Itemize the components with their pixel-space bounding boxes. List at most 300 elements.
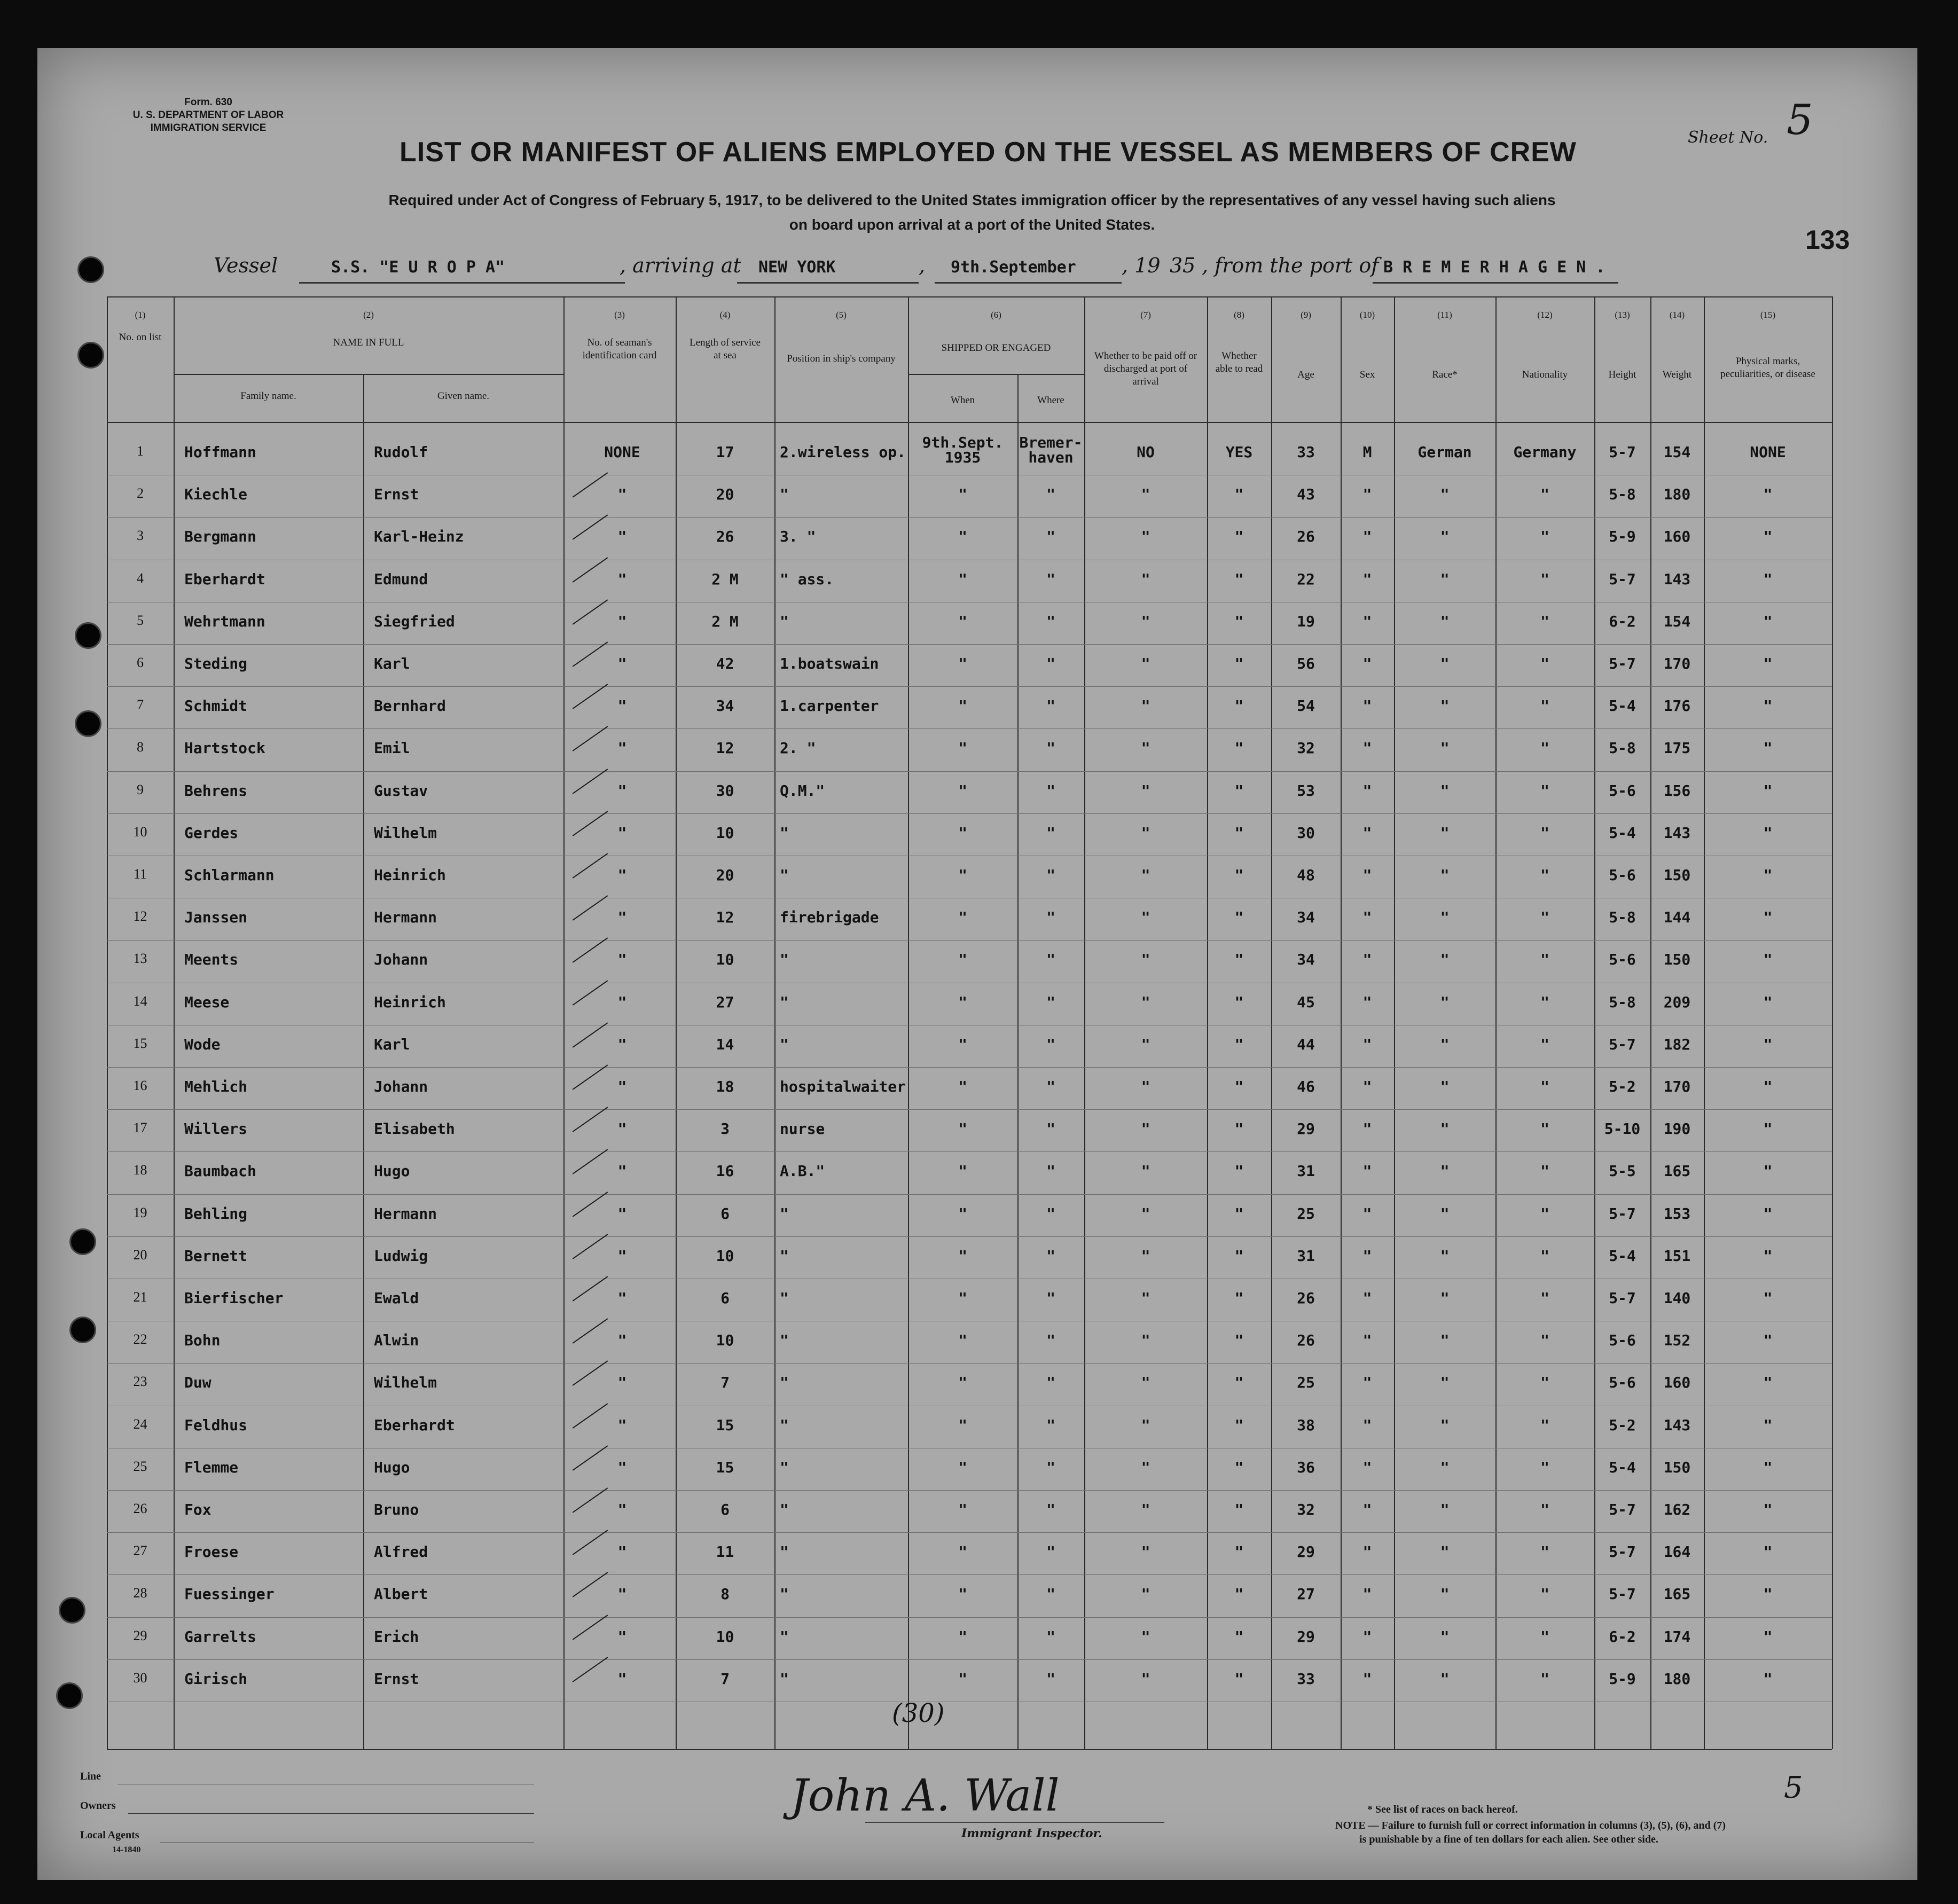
paid-off: " bbox=[1141, 739, 1150, 757]
given-name: Gustav bbox=[374, 781, 428, 800]
nationality: " bbox=[1540, 1627, 1549, 1646]
sex: " bbox=[1362, 908, 1372, 927]
able-to-read: " bbox=[1234, 655, 1244, 672]
position: 3. " bbox=[780, 528, 816, 546]
race: " bbox=[1440, 1670, 1450, 1688]
paid-off: " bbox=[1141, 908, 1150, 927]
position: " bbox=[780, 485, 789, 504]
shipped-when: 9th.Sept. 1935 bbox=[922, 434, 1004, 466]
binder-hole bbox=[56, 1682, 83, 1709]
paid-off: " bbox=[1141, 951, 1150, 969]
shipped-where: " bbox=[1046, 697, 1055, 715]
sex: " bbox=[1362, 1120, 1372, 1138]
shipped-where: " bbox=[1046, 655, 1055, 672]
height: 5-7 bbox=[1609, 570, 1636, 588]
nationality: " bbox=[1540, 951, 1549, 969]
id-card: " bbox=[617, 1078, 627, 1095]
able-to-read: " bbox=[1234, 866, 1244, 884]
given-name: Karl bbox=[374, 655, 410, 672]
weight: 150 bbox=[1663, 1458, 1691, 1476]
shipped-when: " bbox=[958, 993, 967, 1011]
given-name: Alwin bbox=[374, 1331, 419, 1350]
shipped-when: " bbox=[958, 697, 967, 715]
header-id-card: No. of seaman's identification card bbox=[582, 337, 657, 361]
paid-off: NO bbox=[1137, 443, 1155, 461]
column-number: (9) bbox=[1301, 310, 1311, 320]
vessel-underline bbox=[299, 282, 625, 284]
able-to-read: " bbox=[1234, 951, 1244, 969]
position: nurse bbox=[780, 1120, 825, 1138]
id-card: " bbox=[617, 1247, 627, 1265]
shipped-where: " bbox=[1046, 993, 1055, 1011]
column-number: (14) bbox=[1669, 310, 1685, 320]
family-name: Girisch bbox=[184, 1670, 248, 1688]
shipped-when: " bbox=[958, 1162, 967, 1180]
arrival-year: 35 bbox=[1170, 254, 1196, 277]
paid-off: " bbox=[1141, 655, 1150, 672]
name-header-rule bbox=[174, 374, 563, 375]
page-title: LIST OR MANIFEST OF ALIENS EMPLOYED ON THE VESSEL AS MEMBERS OF CREW bbox=[400, 137, 1577, 168]
binder-hole bbox=[75, 710, 101, 737]
row-rule bbox=[107, 1659, 1832, 1660]
column-number: (4) bbox=[719, 310, 731, 320]
sheet-number-value: 5 bbox=[1787, 96, 1813, 144]
nationality: " bbox=[1540, 1458, 1549, 1476]
date-underline bbox=[935, 282, 1122, 284]
weight: 160 bbox=[1663, 528, 1691, 546]
physical-marks: " bbox=[1763, 1458, 1773, 1476]
nationality: " bbox=[1540, 824, 1549, 842]
col-divider bbox=[1650, 296, 1651, 1749]
family-name: Fuessinger bbox=[184, 1585, 275, 1603]
service-length: 10 bbox=[716, 1627, 734, 1646]
given-name: Heinrich bbox=[374, 866, 446, 884]
row-number: 14 bbox=[133, 993, 147, 1009]
race: " bbox=[1440, 781, 1450, 800]
age: 29 bbox=[1297, 1543, 1315, 1561]
age: 26 bbox=[1297, 528, 1315, 546]
shipped-where: " bbox=[1046, 1247, 1055, 1265]
given-name: Siegfried bbox=[374, 612, 455, 630]
weight: 164 bbox=[1663, 1543, 1691, 1561]
shipped-when: " bbox=[958, 1501, 967, 1518]
shipped-where: " bbox=[1046, 485, 1055, 504]
family-name: Schmidt bbox=[184, 697, 248, 715]
sex: " bbox=[1362, 612, 1372, 630]
id-card: " bbox=[617, 781, 627, 800]
service-length: 7 bbox=[720, 1374, 730, 1392]
family-name: Hoffmann bbox=[184, 443, 256, 461]
row-rule bbox=[107, 728, 1832, 729]
weight: 175 bbox=[1663, 739, 1691, 757]
physical-marks: " bbox=[1763, 1670, 1773, 1688]
race: " bbox=[1440, 908, 1450, 927]
total-count: (30) bbox=[892, 1698, 945, 1728]
date-comma: , bbox=[919, 254, 926, 277]
paid-off: " bbox=[1141, 781, 1150, 800]
paid-off: " bbox=[1141, 697, 1150, 715]
shipped-where: " bbox=[1046, 908, 1055, 927]
given-name: Wilhelm bbox=[374, 824, 437, 842]
col-divider bbox=[363, 374, 364, 1749]
able-to-read: " bbox=[1234, 485, 1244, 504]
row-number: 17 bbox=[133, 1120, 147, 1136]
service-length: 30 bbox=[716, 781, 734, 800]
service-length: 11 bbox=[716, 1543, 734, 1561]
given-name: Erich bbox=[374, 1627, 419, 1646]
service-length: 42 bbox=[716, 655, 734, 672]
nationality: " bbox=[1540, 697, 1549, 715]
table-bottom-rule bbox=[107, 1749, 1832, 1750]
service-length: 10 bbox=[716, 951, 734, 969]
shipped-when: " bbox=[958, 908, 967, 927]
able-to-read: " bbox=[1234, 1162, 1244, 1180]
service-length: 6 bbox=[720, 1204, 730, 1223]
race: " bbox=[1440, 951, 1450, 969]
row-rule bbox=[107, 1574, 1832, 1575]
header-where: Where bbox=[1037, 395, 1064, 406]
height: 5-7 bbox=[1609, 1585, 1636, 1603]
header-weight: Weight bbox=[1662, 369, 1692, 380]
age: 34 bbox=[1297, 908, 1315, 927]
row-rule bbox=[107, 1194, 1832, 1195]
row-number: 11 bbox=[133, 866, 147, 882]
height: 5-7 bbox=[1609, 655, 1636, 672]
position: " bbox=[780, 1374, 789, 1392]
nationality: " bbox=[1540, 1247, 1549, 1265]
penalty-note-2: is punishable by a fine of ten dollars for each alien. See other side. bbox=[1359, 1834, 1658, 1845]
service-length: 3 bbox=[720, 1120, 730, 1138]
id-card: " bbox=[617, 1204, 627, 1223]
column-number: (15) bbox=[1760, 310, 1776, 320]
shipped-where: " bbox=[1046, 739, 1055, 757]
header-position: Position in ship's company bbox=[787, 353, 896, 364]
footer-form-code: 14-1840 bbox=[112, 1845, 141, 1854]
col-divider bbox=[1495, 296, 1497, 1749]
race: " bbox=[1440, 1416, 1450, 1434]
family-name: Janssen bbox=[184, 908, 248, 927]
position: " bbox=[780, 1585, 789, 1603]
race: " bbox=[1440, 485, 1450, 504]
service-length: 20 bbox=[716, 485, 734, 504]
race: " bbox=[1440, 1035, 1450, 1053]
shipped-where: " bbox=[1046, 1289, 1055, 1307]
shipped-where: " bbox=[1046, 1035, 1055, 1053]
given-name: Bernhard bbox=[374, 697, 446, 715]
arrival-port: NEW YORK bbox=[758, 258, 836, 277]
from-port-label: , from the port of bbox=[1202, 254, 1379, 277]
weight: 153 bbox=[1663, 1204, 1691, 1223]
nationality: " bbox=[1540, 866, 1549, 884]
height: 5-7 bbox=[1609, 1543, 1636, 1561]
able-to-read: " bbox=[1234, 739, 1244, 757]
vessel-name: S.S. "E U R O P A" bbox=[331, 258, 505, 277]
paid-off: " bbox=[1141, 1120, 1150, 1138]
age: 30 bbox=[1297, 824, 1315, 842]
row-number: 25 bbox=[133, 1458, 147, 1474]
able-to-read: " bbox=[1234, 824, 1244, 842]
family-name: Meese bbox=[184, 993, 230, 1011]
physical-marks: " bbox=[1763, 866, 1773, 884]
row-rule bbox=[107, 1109, 1832, 1110]
given-name: Ewald bbox=[374, 1289, 419, 1307]
column-number: (8) bbox=[1234, 310, 1244, 320]
service-length: 15 bbox=[716, 1416, 734, 1434]
given-name: Johann bbox=[374, 951, 428, 969]
physical-marks: " bbox=[1763, 908, 1773, 927]
binder-hole bbox=[69, 1317, 96, 1343]
position: hospitalwaiter bbox=[780, 1078, 906, 1095]
col-divider bbox=[1594, 296, 1595, 1749]
able-to-read: YES bbox=[1225, 443, 1253, 461]
row-number: 18 bbox=[133, 1162, 147, 1178]
able-to-read: " bbox=[1234, 1035, 1244, 1053]
shipped-where: " bbox=[1046, 1416, 1055, 1434]
shipped-when: " bbox=[958, 1035, 967, 1053]
shipped-when: " bbox=[958, 739, 967, 757]
binder-hole bbox=[75, 622, 101, 649]
race: " bbox=[1440, 1543, 1450, 1561]
race: " bbox=[1440, 528, 1450, 546]
vessel-label: Vessel bbox=[214, 254, 278, 277]
shipped-when: " bbox=[958, 1416, 967, 1434]
shipped-where: " bbox=[1046, 528, 1055, 546]
row-number: 30 bbox=[133, 1670, 147, 1686]
physical-marks: " bbox=[1763, 1035, 1773, 1053]
service-length: 10 bbox=[716, 1331, 734, 1350]
row-number: 23 bbox=[133, 1374, 147, 1390]
weight: 162 bbox=[1663, 1501, 1691, 1518]
id-card: " bbox=[617, 612, 627, 630]
shipped-where: " bbox=[1046, 866, 1055, 884]
given-name: Edmund bbox=[374, 570, 428, 588]
physical-marks: NONE bbox=[1750, 443, 1786, 461]
paid-off: " bbox=[1141, 824, 1150, 842]
race: " bbox=[1440, 1374, 1450, 1392]
weight: 170 bbox=[1663, 655, 1691, 672]
height: 5-10 bbox=[1604, 1120, 1641, 1138]
service-length: 12 bbox=[716, 908, 734, 927]
paid-off: " bbox=[1141, 1627, 1150, 1646]
paid-off: " bbox=[1141, 1416, 1150, 1434]
race: " bbox=[1440, 993, 1450, 1011]
col-divider bbox=[1832, 296, 1833, 1749]
paid-off: " bbox=[1141, 1670, 1150, 1688]
col-divider bbox=[1271, 296, 1272, 1749]
position: " bbox=[780, 1501, 789, 1518]
weight: 156 bbox=[1663, 781, 1691, 800]
sex: " bbox=[1362, 824, 1372, 842]
age: 31 bbox=[1297, 1162, 1315, 1180]
id-card: " bbox=[617, 1458, 627, 1476]
col-divider bbox=[174, 296, 175, 1749]
col-divider bbox=[1207, 296, 1208, 1749]
row-rule bbox=[107, 1363, 1832, 1364]
able-to-read: " bbox=[1234, 1078, 1244, 1095]
nationality: " bbox=[1540, 781, 1549, 800]
family-name: Behrens bbox=[184, 781, 248, 800]
height: 5-7 bbox=[1609, 1289, 1636, 1307]
family-name: Bierfischer bbox=[184, 1289, 284, 1307]
id-card: " bbox=[617, 697, 627, 715]
height: 5-8 bbox=[1609, 739, 1636, 757]
able-to-read: " bbox=[1234, 1247, 1244, 1265]
binder-hole bbox=[69, 1228, 96, 1255]
height: 5-7 bbox=[1609, 1501, 1636, 1518]
header-physical-marks: Physical marks, peculiarities, or disease bbox=[1720, 356, 1815, 380]
shipped-when: " bbox=[958, 1543, 967, 1561]
position: " bbox=[780, 866, 789, 884]
family-name: Wode bbox=[184, 1035, 221, 1053]
family-name: Schlarmann bbox=[184, 866, 275, 884]
given-name: Emil bbox=[374, 739, 410, 757]
row-number: 29 bbox=[133, 1627, 147, 1643]
physical-marks: " bbox=[1763, 1120, 1773, 1138]
col-divider bbox=[1341, 296, 1342, 1749]
physical-marks: " bbox=[1763, 1078, 1773, 1095]
physical-marks: " bbox=[1763, 612, 1773, 630]
physical-marks: " bbox=[1763, 993, 1773, 1011]
header-paid-off: Whether to be paid off or discharged at port of arrival bbox=[1094, 350, 1197, 387]
weight: 209 bbox=[1663, 993, 1691, 1011]
age: 33 bbox=[1297, 443, 1315, 461]
shipped-when: " bbox=[958, 824, 967, 842]
able-to-read: " bbox=[1234, 1374, 1244, 1392]
subtitle-line-2: on board upon arrival at a port of the United States. bbox=[789, 216, 1155, 233]
col-divider bbox=[908, 296, 909, 1749]
able-to-read: " bbox=[1234, 781, 1244, 800]
paid-off: " bbox=[1141, 993, 1150, 1011]
able-to-read: " bbox=[1234, 1543, 1244, 1561]
age: 22 bbox=[1297, 570, 1315, 588]
shipped-when: " bbox=[958, 1585, 967, 1603]
position: " bbox=[780, 1204, 789, 1223]
race: " bbox=[1440, 1120, 1450, 1138]
shipped-where: " bbox=[1046, 570, 1055, 588]
weight: 144 bbox=[1663, 908, 1691, 927]
shipped-where: " bbox=[1046, 1204, 1055, 1223]
paid-off: " bbox=[1141, 570, 1150, 588]
age: 26 bbox=[1297, 1331, 1315, 1350]
shipped-where: " bbox=[1046, 1670, 1055, 1688]
height: 5-8 bbox=[1609, 993, 1636, 1011]
age: 32 bbox=[1297, 1501, 1315, 1518]
given-name: Karl-Heinz bbox=[374, 528, 464, 546]
shipped-when: " bbox=[958, 1120, 967, 1138]
physical-marks: " bbox=[1763, 824, 1773, 842]
subtitle-line-1: Required under Act of Congress of February 5, 1917, to be delivered to the United States immigration officer by the representatives of any vessel having such aliens bbox=[388, 192, 1556, 208]
column-number: (13) bbox=[1615, 310, 1630, 320]
column-number: (3) bbox=[614, 310, 625, 320]
id-card: " bbox=[617, 1416, 627, 1434]
row-number: 21 bbox=[133, 1289, 147, 1305]
row-number: 7 bbox=[137, 697, 144, 713]
race: " bbox=[1440, 1204, 1450, 1223]
given-name: Johann bbox=[374, 1078, 428, 1095]
shipped-where: " bbox=[1046, 781, 1055, 800]
age: 32 bbox=[1297, 739, 1315, 757]
service-length: 27 bbox=[716, 993, 734, 1011]
shipped-where: " bbox=[1046, 951, 1055, 969]
position: " bbox=[780, 1247, 789, 1265]
position: " bbox=[780, 993, 789, 1011]
age: 19 bbox=[1297, 612, 1315, 630]
id-card: " bbox=[617, 485, 627, 504]
header-bottom-rule bbox=[107, 422, 1832, 423]
family-name: Flemme bbox=[184, 1458, 239, 1476]
family-name: Meents bbox=[184, 951, 239, 969]
row-number: 15 bbox=[133, 1035, 147, 1051]
family-name: Bohn bbox=[184, 1331, 221, 1350]
service-length: 18 bbox=[716, 1078, 734, 1095]
height: 5-7 bbox=[1609, 1035, 1636, 1053]
column-number: (6) bbox=[991, 310, 1001, 320]
shipped-where: " bbox=[1046, 1374, 1055, 1392]
paid-off: " bbox=[1141, 1374, 1150, 1392]
column-number: (10) bbox=[1359, 310, 1375, 320]
id-card: " bbox=[617, 739, 627, 757]
age: 26 bbox=[1297, 1289, 1315, 1307]
row-number: 4 bbox=[137, 570, 144, 586]
row-number: 6 bbox=[137, 655, 144, 670]
row-number: 27 bbox=[133, 1543, 147, 1559]
given-name: Ludwig bbox=[374, 1247, 428, 1265]
id-card: " bbox=[617, 1162, 627, 1180]
nationality: " bbox=[1540, 528, 1549, 546]
position: Q.M." bbox=[780, 781, 825, 800]
family-name: Willers bbox=[184, 1120, 248, 1138]
row-number: 2 bbox=[137, 485, 144, 502]
weight: 152 bbox=[1663, 1331, 1691, 1350]
height: 5-8 bbox=[1609, 485, 1636, 504]
nationality: " bbox=[1540, 1162, 1549, 1180]
col-divider bbox=[563, 296, 565, 1749]
nationality: " bbox=[1540, 1416, 1549, 1434]
height: 5-4 bbox=[1609, 697, 1636, 715]
binder-hole bbox=[59, 1597, 85, 1624]
id-card: " bbox=[617, 1120, 627, 1138]
age: 53 bbox=[1297, 781, 1315, 800]
paid-off: " bbox=[1141, 528, 1150, 546]
sex: " bbox=[1362, 1416, 1372, 1434]
id-card: " bbox=[617, 1543, 627, 1561]
col-divider bbox=[676, 296, 677, 1749]
header-length-service: Length of service at sea bbox=[690, 337, 761, 361]
physical-marks: " bbox=[1763, 781, 1773, 800]
table-top-rule bbox=[107, 296, 1832, 297]
service-length: 12 bbox=[716, 739, 734, 757]
row-number: 22 bbox=[133, 1331, 147, 1347]
shipped-when: " bbox=[958, 1078, 967, 1095]
header-race: Race* bbox=[1432, 369, 1458, 380]
race: " bbox=[1440, 1458, 1450, 1476]
family-name: Froese bbox=[184, 1543, 239, 1561]
family-name: Bernett bbox=[184, 1247, 248, 1265]
weight: 180 bbox=[1663, 485, 1691, 504]
given-name: Ernst bbox=[374, 1670, 419, 1688]
given-name: Heinrich bbox=[374, 993, 446, 1011]
service-length: 14 bbox=[716, 1035, 734, 1053]
col-divider bbox=[107, 296, 108, 1749]
paid-off: " bbox=[1141, 1204, 1150, 1223]
height: 6-2 bbox=[1609, 612, 1636, 630]
height: 5-4 bbox=[1609, 824, 1636, 842]
able-to-read: " bbox=[1234, 1585, 1244, 1603]
department-name: U. S. DEPARTMENT OF LABOR bbox=[132, 109, 284, 121]
paid-off: " bbox=[1141, 1247, 1150, 1265]
sex: " bbox=[1362, 781, 1372, 800]
family-name: Garrelts bbox=[184, 1627, 256, 1646]
